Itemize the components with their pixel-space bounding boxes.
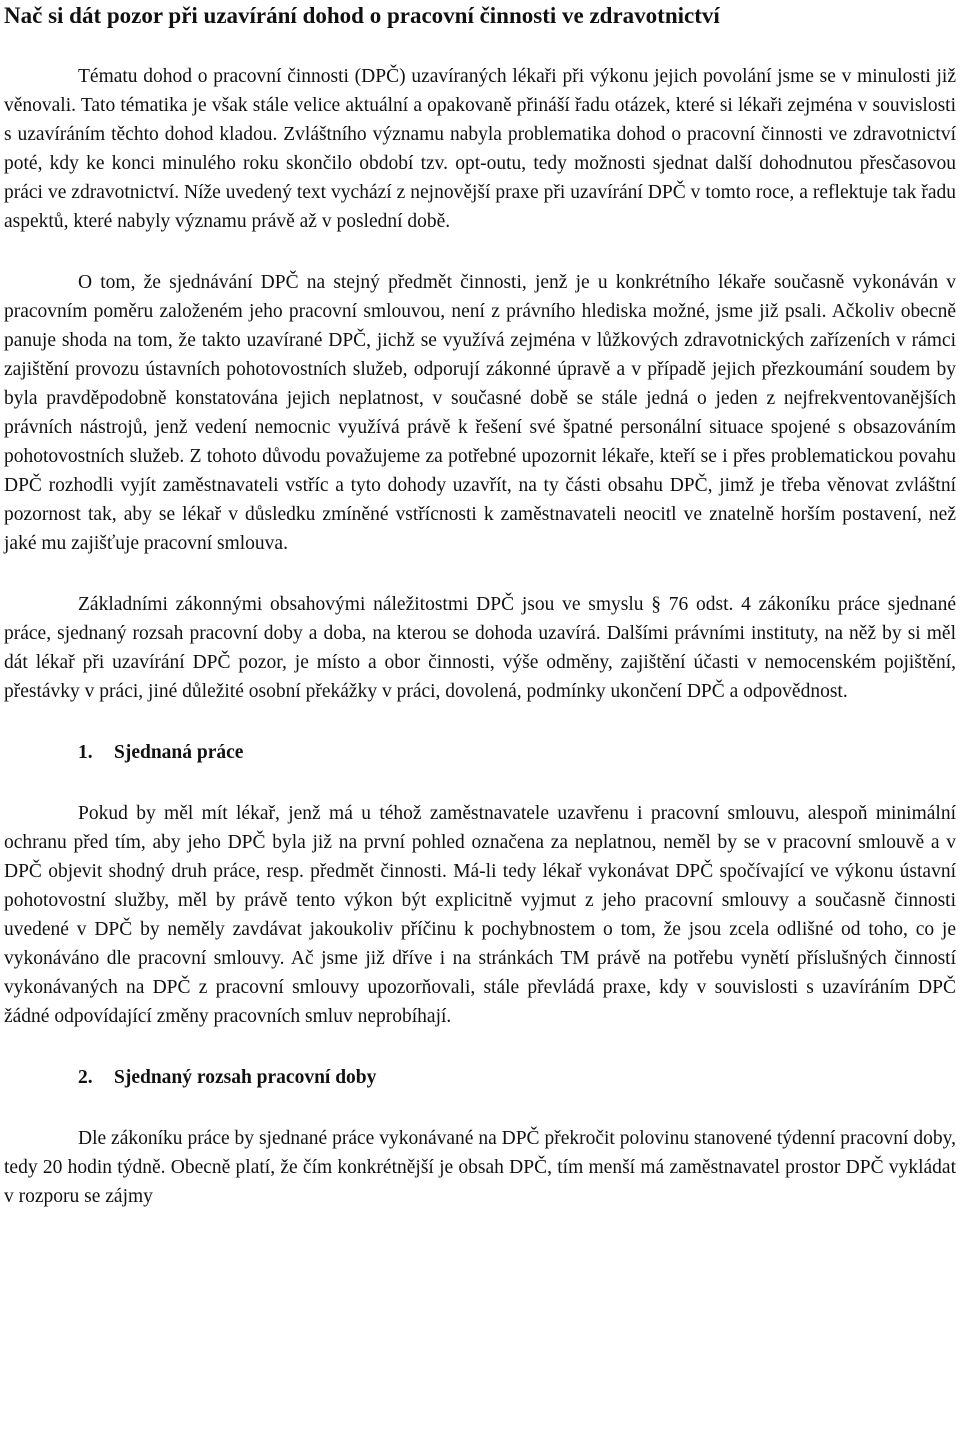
section-heading-1 [78, 738, 956, 767]
section-title-2: Sjednaný rozsah pracovní doby [114, 1067, 377, 1088]
document-title: Nač si dát pozor při uzavírání dohod o pracovní činnosti ve zdravotnictví [4, 3, 720, 28]
intro-paragraph-1: Tématu dohod o pracovní činnosti (DPČ) uzavíraných lékaři při výkonu jejich povolání jsme se v minulosti již věnovali. Tato tématika je však stále velice aktuální a opakovaně přináší řadu otázek, které si lékaři zejména v souvislosti s uzavíráním těchto dohod kladou. Zvláštního významu nabyla problematika dohod o pracovní činnosti ve zdravotnictví poté, kdy ke konci minulého roku skončilo období tzv. opt-outu, tedy možnosti sjednat další dohodnutou přesčasovou práci ve zdravotnictví. Níže uvedený text vychází z nejnovější praxe při uzavírání DPČ v tomto roce, a reflektuje tak řadu aspektů, které nabyly významu právě až v poslední době. [4, 66, 956, 232]
intro-paragraph-3: Základními zákonnými obsahovými náležitostmi DPČ jsou ve smyslu § 76 odst. 4 zákoníku práce sjednané práce, sjednaný rozsah pracovní doby a doba, na kterou se dohoda uzavírá. Dalšími právními instituty, na něž by si měl dát lékař při uzavírání DPČ pozor, je místo a obor činnosti, výše odměny, zajištění účasti v nemocenském pojištění, přestávky v práci, jiné důležité osobní překážky v práci, dovolená, podmínky ukončení DPČ a odpovědnost. [4, 594, 956, 702]
section-number-1: 1. [78, 742, 93, 763]
section-paragraph-2: Dle zákoníku práce by sjednané práce vykonávané na DPČ překročit polovinu stanovené týdenní pracovní doby, tedy 20 hodin týdně. Obecně platí, že čím konkrétnější je obsah DPČ, tím menší má zaměstnavatel prostor DPČ vykládat v rozporu se zájmy [4, 1128, 956, 1207]
section-title-1: Sjednaná práce [114, 742, 244, 763]
section-paragraph-1: Pokud by měl mít lékař, jenž má u téhož zaměstnavatele uzavřenu i pracovní smlouvu, alespoň minimální ochranu před tím, aby jeho DPČ byla již na první pohled označena za neplatnou, neměl by se v pracovní smlouvě a v DPČ objevit shodný druh práce, resp. předmět činnosti. Má-li tedy lékař vykonávat DPČ spočívající ve výkonu ústavní pohotovostní služby, měl by právě tento výkon být explicitně vyjmut z jeho pracovní smlouvy a současně činnosti uvedené v DPČ by neměly zavdávat jakoukoliv příčinu k pochybnostem o tom, že jsou zcela odlišné od toho, co je vykonáváno dle pracovní smlouvy. Ač jsme již dříve i na stránkách TM právě na potřebu vynětí příslušných činností vykonávaných na DPČ z pracovní smlouvy upozorňovali, stále převládá praxe, kdy v souvislosti s uzavíráním DPČ žádné odpovídající změny pracovních smluv neprobíhají. [4, 803, 956, 1027]
section-heading-2 [78, 1063, 956, 1092]
intro-paragraph-2: O tom, že sjednávání DPČ na stejný předmět činnosti, jenž je u konkrétního lékaře současně vykonáván v pracovním poměru založeném jeho pracovní smlouvou, není z právního hlediska možné, jsme již psali. Ačkoliv obecně panuje shoda na tom, že takto uzavírané DPČ, jichž se využívá zejména v lůžkových zdravotnických zařízeních v rámci zajištění provozu ústavních pohotovostních služeb, odporují zákonné úpravě a v případě jejich přezkoumání soudem by byla pravděpodobně konstatována jejich neplatnost, v současné době se stále jedná o jeden z nejfrekventovanějších právních nástrojů, jenž vedení nemocnic využívá právě k řešení své špatné personální situace spojené s obsazováním pohotovostních služeb. Z tohoto důvodu považujeme za potřebné upozornit lékaře, kteří se i přes problematickou povahu DPČ rozhodli vyjít zaměstnavateli vstříc a tyto dohody uzavřít, na ty části obsahu DPČ, jimž je třeba věnovat zvláštní pozornost tak, aby se lékař v důsledku zmíněné vstřícnosti k zaměstnavateli neocitl ve znatelně horším postavení, než jaké mu zajišťuje pracovní smlouva. [4, 272, 956, 554]
section-number-2: 2. [78, 1067, 93, 1088]
